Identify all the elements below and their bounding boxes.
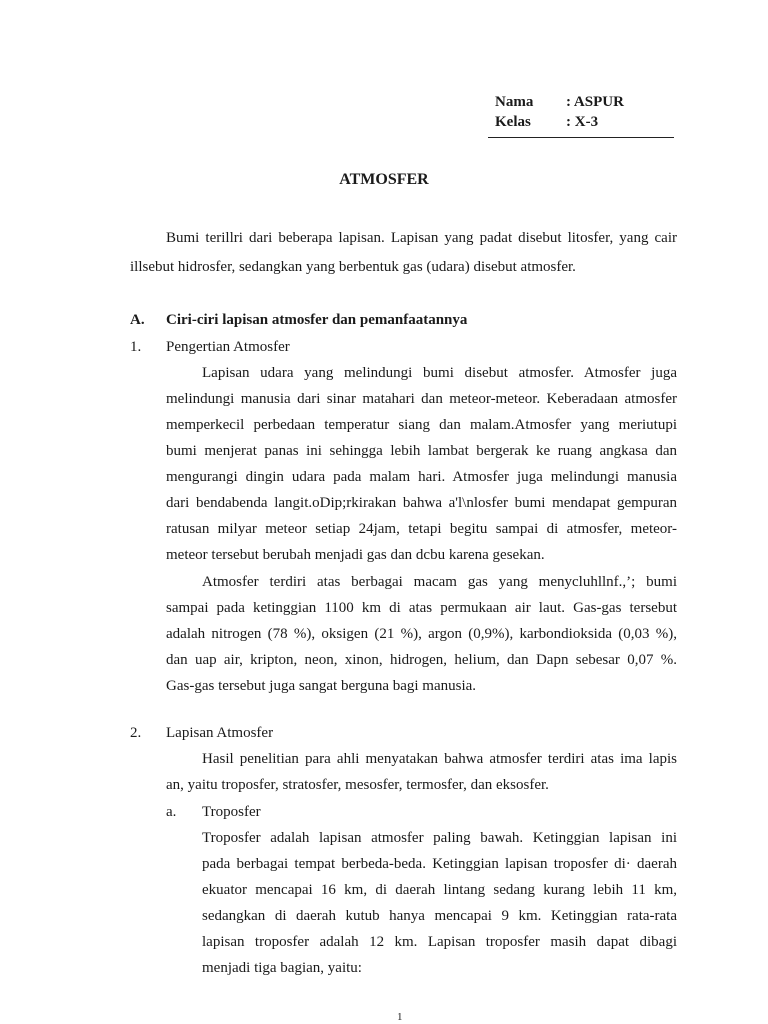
item-1-heading: Pengertian Atmosfer [166, 339, 290, 355]
sub-a-para-line: menjadi tiga bagian, yaitu: [202, 960, 362, 976]
item-2-marker: 2. [130, 725, 142, 741]
sub-a-para-line: ekuator mencapai 16 km, di daerah lintang sedang kurang lebih 11 km, [202, 882, 677, 898]
item-1-para-1-line: Lapisan udara yang melindungi bumi disebut atmosfer. Atmosfer juga [202, 365, 677, 381]
sub-a-heading: Troposfer [202, 804, 261, 820]
header-underline [488, 137, 674, 138]
item-1-para-2-line: dan uap air, kripton, neon, xinon, hidrogen, helium, dan Dapn sebesar 0,07 %. [166, 652, 677, 668]
item-1-para-1-line: melindungi manusia dari sinar matahari dan meteor-meteor. Keberadaan atmosfer [166, 391, 677, 407]
item-1-para-1-line: mengurangi dingin udara pada malam hari. Atmosfer juga melindungi manusia [166, 469, 677, 485]
sub-a-para-line: Troposfer adalah lapisan atmosfer paling bawah. Ketinggian lapisan ini [202, 830, 677, 846]
item-1-para-1-line: meteor tersebut berubah menjadi gas dan dcbu karena gesekan. [166, 547, 545, 563]
item-1-para-1-line: bumi menjerat panas ini sehingga lebih lambat bergerak ke ruang angkasa dan [166, 443, 677, 459]
intro-line-1: Bumi terillri dari beberapa lapisan. Lapisan yang padat disebut litosfer, yang cair [166, 230, 677, 246]
item-1-marker: 1. [130, 339, 142, 355]
item-2-heading: Lapisan Atmosfer [166, 725, 274, 741]
item-1-para-2-line: adalah nitrogen (78 %), oksigen (21 %), argon (0,9%), karbondioksida (0,03 %), [166, 626, 677, 642]
sub-a-para-line: lapisan troposfer adalah 12 km. Lapisan troposfer masih dapat dibagi [202, 934, 677, 950]
item-1-para-2-line: sampai pada ketinggian 1100 km di atas permukaan air laut. Gas-gas tersebut [166, 600, 677, 616]
section-a-heading: Ciri-ciri lapisan atmosfer dan pemanfaatannya [166, 312, 468, 328]
item-1-para-1-line: ratusan milyar meteor setiap 24jam, tetapi begitu sampai di atmosfer, meteor- [166, 521, 677, 537]
item-1-para-2-line: Atmosfer terdiri atas berbagai macam gas yang menycluhllnf.,’; bumi [202, 574, 677, 590]
kelas-value: : X-3 [566, 114, 599, 130]
page-title: ATMOSFER [339, 171, 429, 188]
intro-line-2: illsebut hidrosfer, sedangkan yang berbentuk gas (udara) disebut atmosfer. [130, 259, 576, 275]
sub-a-para-line: sedangkan di daerah kutub hanya mencapai 9 km. Ketinggian rata-rata [202, 908, 677, 924]
item-1-para-1-line: dari bendabenda langit.oDip;rkirakan bahwa a'l\nlosfer bumi mendapat gempuran [166, 495, 677, 511]
item-1-para-1-line: memperkecil perbedaan temperatur siang dan malam.Atmosfer yang meriutupi [166, 417, 677, 433]
item-1-para-2-line: Gas-gas tersebut juga sangat berguna bagi manusia. [166, 678, 477, 694]
page-number: 1 [397, 1011, 403, 1023]
kelas-label: Kelas [495, 114, 531, 130]
item-2-para-line: an, yaitu troposfer, stratosfer, mesosfer, termosfer, dan eksosfer. [166, 777, 549, 793]
sub-a-para-line: pada berbagai tempat berbeda-beda. Ketinggian lapisan troposfer di· daerah [202, 856, 677, 872]
nama-value: : ASPUR [566, 94, 624, 110]
section-a-marker: A. [130, 312, 145, 328]
nama-label: Nama [495, 94, 534, 110]
sub-a-marker: a. [166, 804, 177, 820]
item-2-para-line: Hasil penelitian para ahli menyatakan bahwa atmosfer terdiri atas ima lapis [202, 751, 677, 767]
